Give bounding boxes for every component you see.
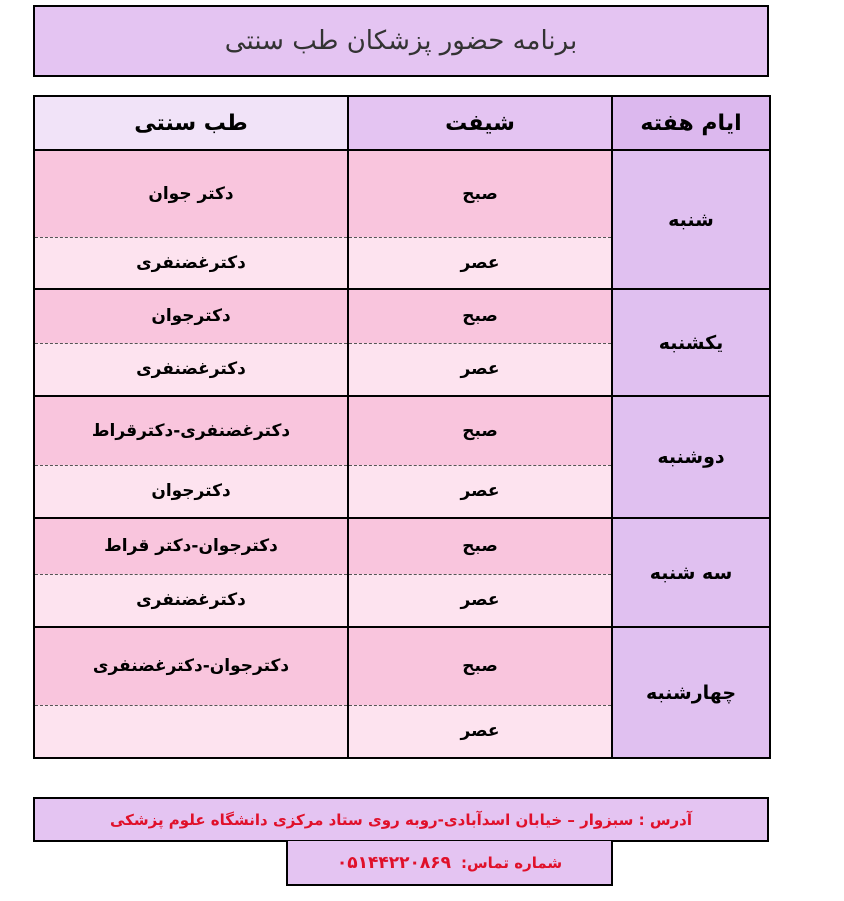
am-shift-cell: صبح bbox=[348, 396, 612, 465]
pm-doctor-cell: دکترجوان bbox=[34, 465, 348, 518]
pm-shift-cell: عصر bbox=[348, 465, 612, 518]
phone-banner bbox=[286, 841, 613, 886]
pm-shift-cell: عصر bbox=[348, 574, 612, 627]
am-doctor-cell: دکترجوان-دکتر قراط bbox=[34, 518, 348, 574]
phone-line bbox=[337, 853, 562, 873]
table-row bbox=[34, 518, 770, 574]
header-row bbox=[34, 96, 770, 150]
am-doctor-cell: دکترجوان bbox=[34, 289, 348, 343]
table-row bbox=[34, 396, 770, 465]
table-row bbox=[34, 289, 770, 343]
address-text: آدرس : سبزوار – خیابان اسدآبادی-روبه روی ستاد مرکزی دانشگاه علوم پزشکی bbox=[109, 810, 693, 829]
phone-number: ۰۵۱۴۴۲۲۰۸۶۹ bbox=[336, 852, 451, 873]
header-doctor: طب سنتی bbox=[34, 96, 348, 150]
table-row bbox=[34, 627, 770, 705]
day-cell: سه شنبه bbox=[612, 518, 770, 627]
pm-doctor-cell: دکترغضنفری bbox=[34, 343, 348, 396]
pm-shift-cell: عصر bbox=[348, 343, 612, 396]
title-banner bbox=[33, 5, 769, 77]
day-cell: یکشنبه bbox=[612, 289, 770, 396]
am-doctor-cell: دکترغضنفری-دکترقراط bbox=[34, 396, 348, 465]
pm-shift-cell: عصر bbox=[348, 705, 612, 758]
pm-shift-cell: عصر bbox=[348, 237, 612, 289]
day-cell: شنبه bbox=[612, 150, 770, 289]
address-banner bbox=[33, 797, 769, 842]
am-doctor-cell: دکتر جوان bbox=[34, 150, 348, 237]
am-shift-cell: صبح bbox=[348, 150, 612, 237]
pm-doctor-cell: دکترغضنفری bbox=[34, 574, 348, 627]
schedule-table bbox=[33, 95, 771, 759]
am-shift-cell: صبح bbox=[348, 627, 612, 705]
page-title: برنامه حضور پزشکان طب سنتی bbox=[224, 26, 578, 56]
header-day: ایام هفته bbox=[612, 96, 770, 150]
day-cell: دوشنبه bbox=[612, 396, 770, 518]
day-cell: چهارشنبه bbox=[612, 627, 770, 758]
pm-doctor-cell: دکترغضنفری bbox=[34, 237, 348, 289]
table-row bbox=[34, 150, 770, 237]
am-shift-cell: صبح bbox=[348, 289, 612, 343]
am-shift-cell: صبح bbox=[348, 518, 612, 574]
header-shift: شیفت bbox=[348, 96, 612, 150]
pm-doctor-cell bbox=[34, 705, 348, 758]
am-doctor-cell: دکترجوان-دکترغضنفری bbox=[34, 627, 348, 705]
phone-label: شماره تماس: bbox=[460, 853, 563, 872]
